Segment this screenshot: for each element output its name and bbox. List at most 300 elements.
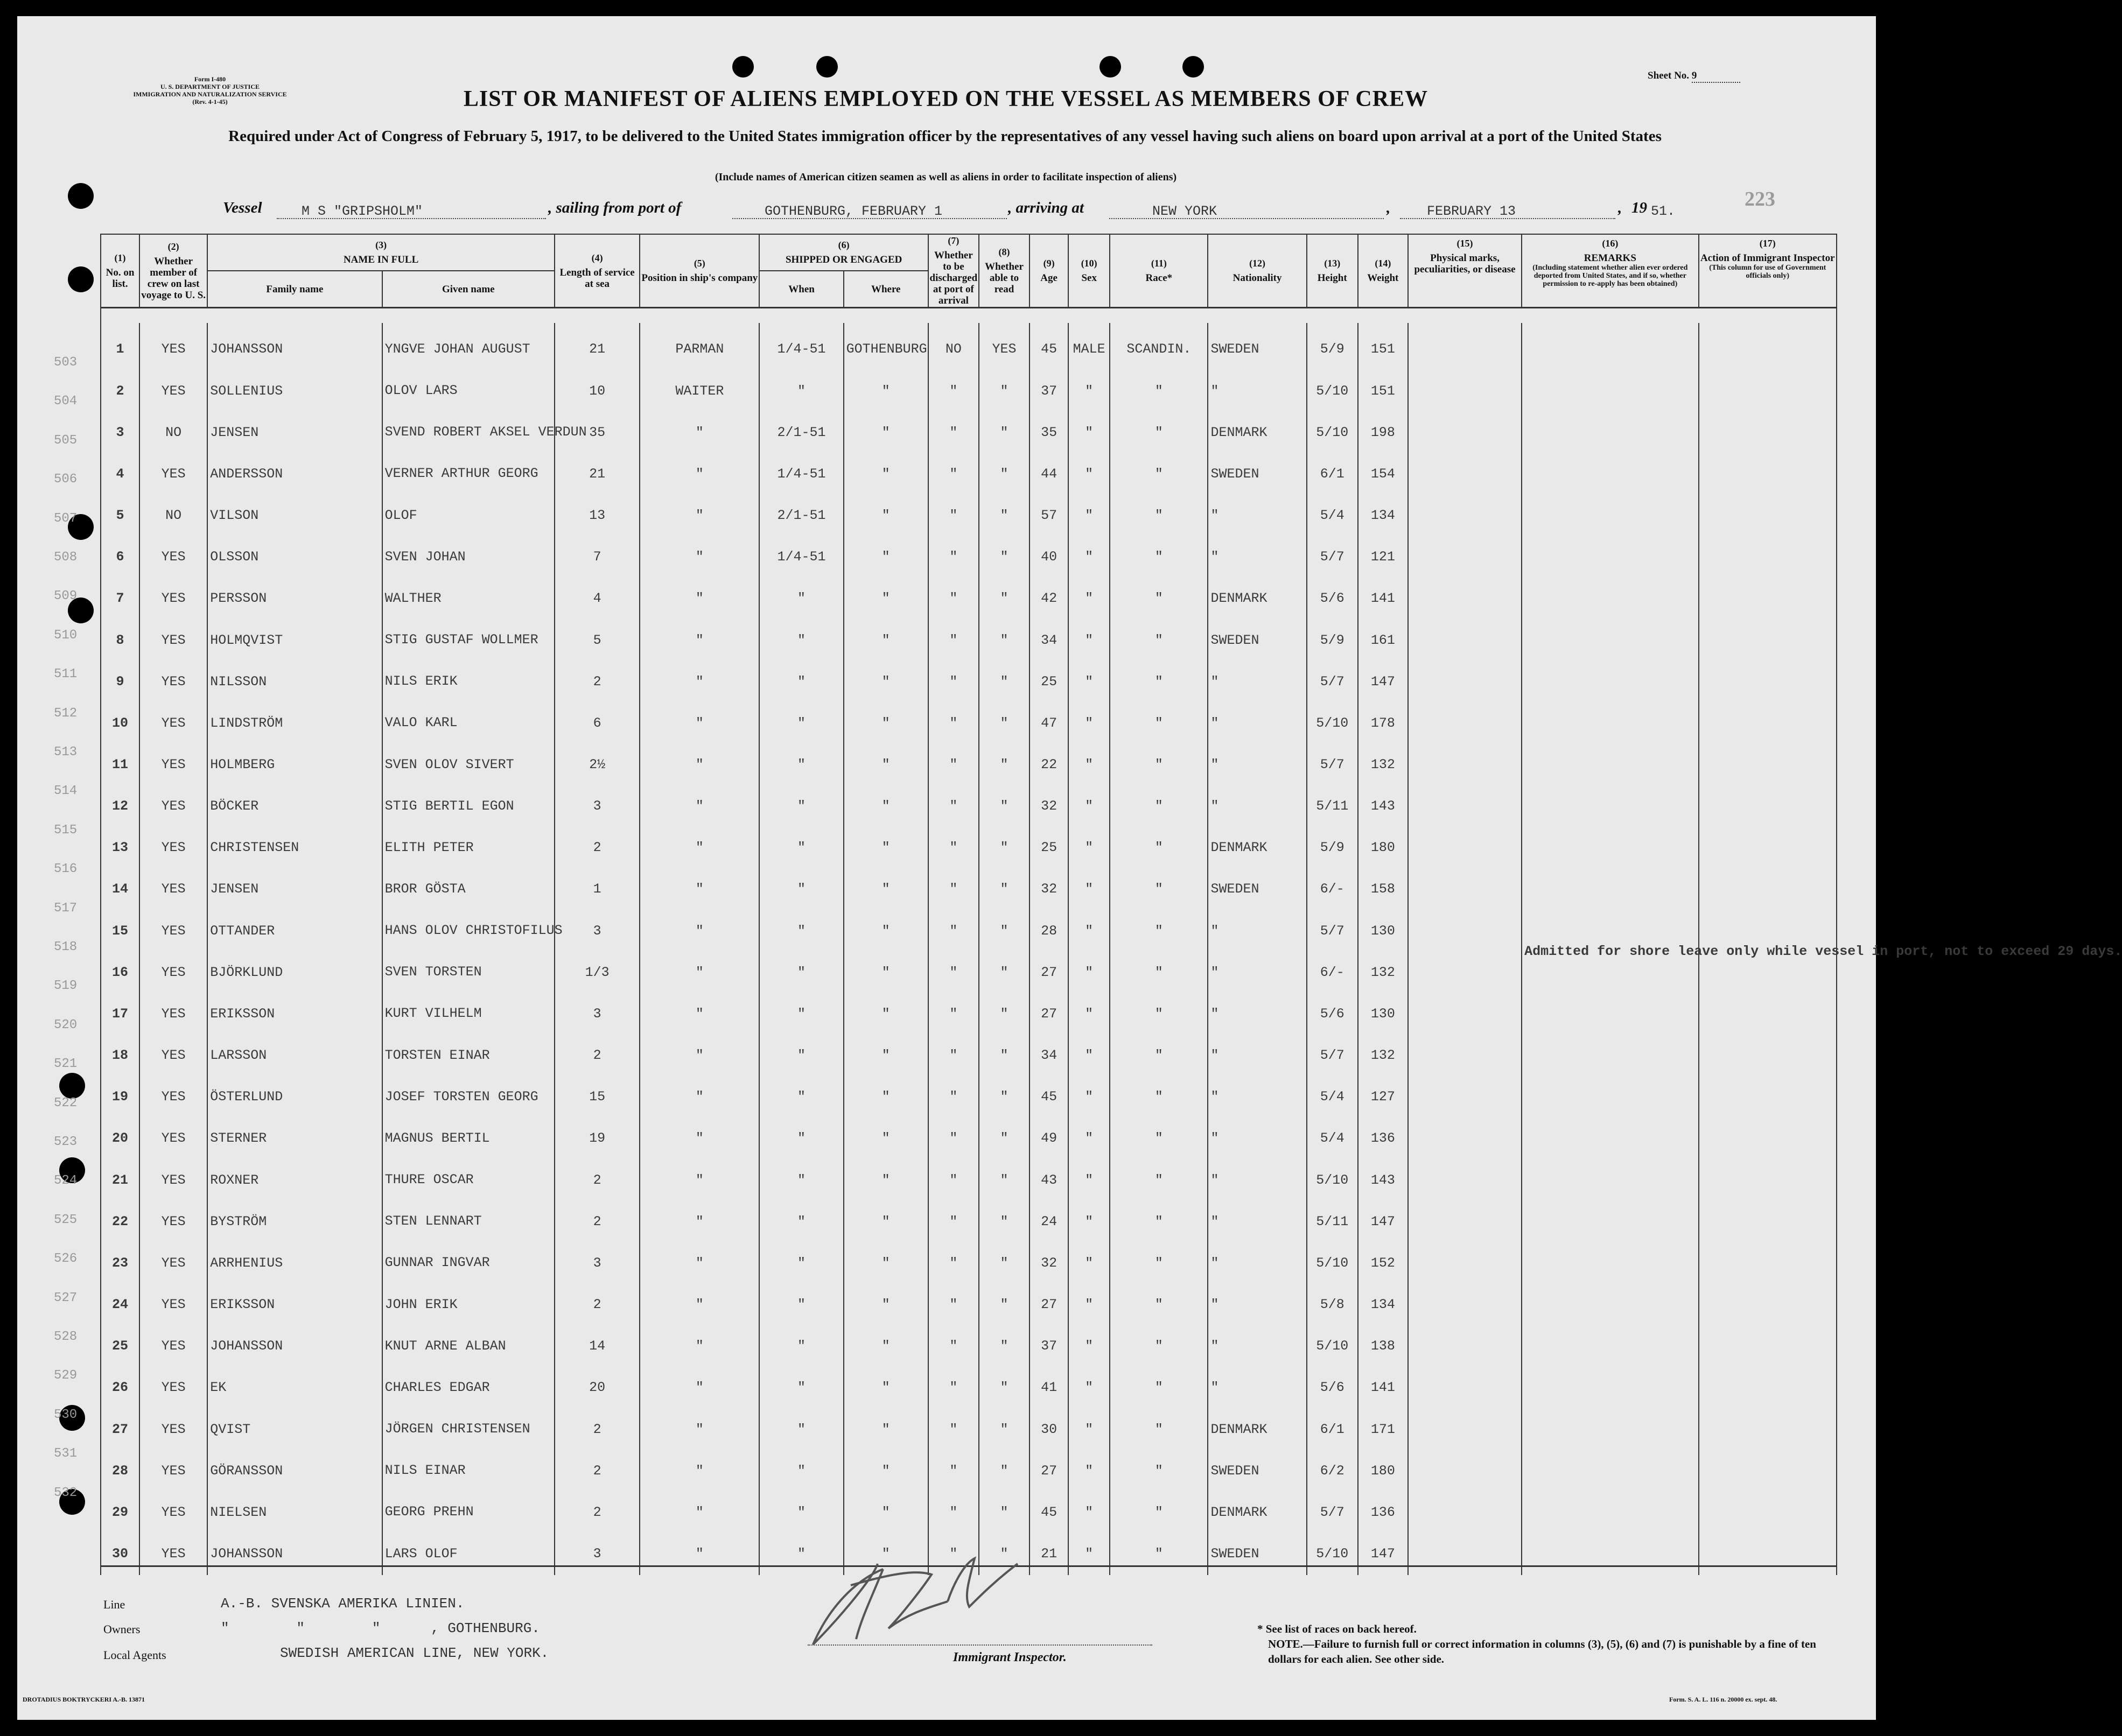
height-cell: 6/- (1307, 952, 1358, 993)
able-to-read-cell: " (979, 1201, 1030, 1242)
sex-cell: " (1068, 1201, 1110, 1242)
physical-marks-cell (1408, 827, 1522, 868)
previous-voyage-cell: YES (139, 1492, 207, 1533)
department: U. S. DEPARTMENT OF JUSTICE (160, 83, 260, 90)
position-cell: " (640, 1325, 759, 1367)
row-number-cell: 14 (101, 868, 139, 910)
able-to-read-cell: " (979, 1492, 1030, 1533)
able-to-read-cell: " (979, 1242, 1030, 1284)
previous-voyage-cell: YES (139, 702, 207, 744)
col-nationality-header: (12) Nationality (1208, 234, 1306, 308)
inspector-label: Immigrant Inspector. (953, 1650, 1067, 1664)
family-name-cell: QVIST (207, 1408, 382, 1450)
punch-hole (68, 183, 94, 209)
sex-cell: " (1068, 744, 1110, 785)
race-cell: " (1110, 453, 1208, 495)
previous-voyage-cell: YES (139, 1076, 207, 1117)
nationality-cell: " (1208, 1367, 1306, 1408)
able-to-read-cell: " (979, 1408, 1030, 1450)
shipped-when-cell: " (759, 370, 843, 412)
age-cell: 44 (1030, 453, 1068, 495)
to-be-discharged-cell: " (928, 1533, 979, 1575)
col-where-header: Where (844, 271, 928, 307)
nationality-cell: " (1208, 702, 1306, 744)
owners-value: " " " , GOTHENBURG. (221, 1620, 540, 1636)
given-name-cell: SVEN TORSTEN (382, 952, 555, 993)
able-to-read-cell: " (979, 910, 1030, 952)
sex-cell: " (1068, 412, 1110, 453)
weight-cell: 132 (1358, 744, 1408, 785)
shipped-when-cell: " (759, 1367, 843, 1408)
given-name-cell: BROR GÖSTA (382, 868, 555, 910)
length-of-service-cell: 2 (555, 1492, 640, 1533)
manifest-line-number: 517 (54, 901, 78, 916)
race-cell: " (1110, 412, 1208, 453)
able-to-read-cell: " (979, 619, 1030, 660)
row-number-cell: 10 (101, 702, 139, 744)
given-name-cell: JÖRGEN CHRISTENSEN (382, 1408, 555, 1450)
owners-label: Owners (103, 1622, 141, 1636)
family-name-cell: JENSEN (207, 868, 382, 910)
able-to-read-cell: " (979, 578, 1030, 619)
manifest-line-number: 515 (54, 823, 78, 838)
weight-cell: 130 (1358, 910, 1408, 952)
sex-cell: " (1068, 868, 1110, 910)
nationality-cell: DENMARK (1208, 412, 1306, 453)
form-number: Form I-480 (194, 75, 226, 83)
height-cell: 5/6 (1307, 993, 1358, 1035)
to-be-discharged-cell: " (928, 1242, 979, 1284)
manifest-line-number: 505 (54, 433, 78, 448)
weight-cell: 152 (1358, 1242, 1408, 1284)
weight-cell: 134 (1358, 495, 1408, 536)
length-of-service-cell: 4 (555, 578, 640, 619)
given-name-cell: GEORG PREHN (382, 1492, 555, 1533)
sex-cell: " (1068, 1367, 1110, 1408)
able-to-read-cell: " (979, 495, 1030, 536)
subtitle: Required under Act of Congress of February 5, 1917, to be delivered to the United States immigration officer by the representatives of any vessel having such aliens on board upon arrival at a port of the United States (228, 128, 1662, 145)
manifest-line-number: 529 (54, 1368, 78, 1383)
row-number-cell: 28 (101, 1450, 139, 1492)
arrival-date: FEBRUARY 13 (1427, 203, 1516, 219)
family-name-cell: GÖRANSSON (207, 1450, 382, 1492)
shipped-where-cell: " (844, 827, 928, 868)
height-cell: 5/11 (1307, 1201, 1358, 1242)
able-to-read-cell: " (979, 1367, 1030, 1408)
position-cell: " (640, 827, 759, 868)
inspector-signature (792, 1542, 1050, 1661)
service: IMMIGRATION AND NATURALIZATION SERVICE (133, 90, 287, 98)
nationality-cell: " (1208, 536, 1306, 578)
length-of-service-cell: 35 (555, 412, 640, 453)
sex-cell: " (1068, 993, 1110, 1035)
page-title: LIST OR MANIFEST OF ALIENS EMPLOYED ON THE VESSEL AS MEMBERS OF CREW (463, 87, 1428, 111)
race-cell: " (1110, 370, 1208, 412)
manifest-line-number: 516 (54, 862, 78, 877)
age-cell: 37 (1030, 1325, 1068, 1367)
to-be-discharged-cell: " (928, 1284, 979, 1325)
sex-cell: " (1068, 1076, 1110, 1117)
shipped-where-cell: " (844, 619, 928, 660)
to-be-discharged-cell: " (928, 702, 979, 744)
weight-cell: 143 (1358, 1159, 1408, 1201)
position-cell: PARMAN (640, 323, 759, 370)
shipped-where-cell: " (844, 952, 928, 993)
shipped-where-cell: " (844, 1408, 928, 1450)
weight-cell: 180 (1358, 1450, 1408, 1492)
physical-marks-cell (1408, 1492, 1522, 1533)
physical-marks-cell (1408, 1201, 1522, 1242)
col-action-header: (17) Action of Immigrant Inspector (This column for use of Government officials only) (1699, 234, 1837, 308)
length-of-service-cell: 19 (555, 1117, 640, 1159)
shipped-when-cell: " (759, 1450, 843, 1492)
length-of-service-cell: 20 (555, 1367, 640, 1408)
col-physical-header: (15) Physical marks, peculiarities, or disease (1408, 234, 1522, 308)
manifest-line-number: 531 (54, 1446, 78, 1461)
length-of-service-cell: 5 (555, 619, 640, 660)
physical-marks-cell (1408, 744, 1522, 785)
previous-voyage-cell: YES (139, 1367, 207, 1408)
punch-hole (816, 56, 838, 78)
arriving-blank (1109, 217, 1384, 219)
shipped-when-cell: " (759, 952, 843, 993)
col-age-header: (9) Age (1030, 234, 1068, 308)
position-cell: " (640, 910, 759, 952)
race-cell: " (1110, 1450, 1208, 1492)
family-name-cell: CHRISTENSEN (207, 827, 382, 868)
race-cell: " (1110, 1325, 1208, 1367)
age-cell: 22 (1030, 744, 1068, 785)
height-cell: 6/1 (1307, 1408, 1358, 1450)
row-number-cell: 20 (101, 1117, 139, 1159)
row-number-cell: 11 (101, 744, 139, 785)
family-name-cell: ERIKSSON (207, 993, 382, 1035)
age-cell: 27 (1030, 952, 1068, 993)
position-cell: " (640, 1242, 759, 1284)
race-cell: " (1110, 993, 1208, 1035)
table-row (101, 323, 1837, 370)
able-to-read-cell: " (979, 536, 1030, 578)
able-to-read-cell: " (979, 1533, 1030, 1575)
position-cell: " (640, 744, 759, 785)
weight-cell: 134 (1358, 1284, 1408, 1325)
sailing-from: GOTHENBURG, FEBRUARY 1 (765, 203, 943, 219)
length-of-service-cell: 1/3 (555, 952, 640, 993)
previous-voyage-cell: YES (139, 323, 207, 370)
given-name-cell: ELITH PETER (382, 827, 555, 868)
race-cell: " (1110, 619, 1208, 660)
length-of-service-cell: 2 (555, 1408, 640, 1450)
height-cell: 5/10 (1307, 1242, 1358, 1284)
physical-marks-cell (1408, 1533, 1522, 1575)
able-to-read-cell: " (979, 827, 1030, 868)
nationality-cell: " (1208, 1325, 1306, 1367)
height-cell: 5/7 (1307, 910, 1358, 952)
nationality-cell: SWEDEN (1208, 868, 1306, 910)
weight-cell: 178 (1358, 702, 1408, 744)
length-of-service-cell: 1 (555, 868, 640, 910)
row-number-cell: 27 (101, 1408, 139, 1450)
length-of-service-cell: 10 (555, 370, 640, 412)
vessel-name: M S "GRIPSHOLM" (302, 203, 423, 219)
shipped-when-cell: 1/4-51 (759, 453, 843, 495)
form-print-mark: Form. S. A. L. 116 n. 20000 ex. sept. 48. (1669, 1696, 1777, 1703)
given-name-cell: SVEN OLOV SIVERT (382, 744, 555, 785)
family-name-cell: ERIKSSON (207, 1284, 382, 1325)
height-cell: 5/9 (1307, 827, 1358, 868)
shipped-when-cell: " (759, 1035, 843, 1076)
height-cell: 5/7 (1307, 1035, 1358, 1076)
previous-voyage-cell: YES (139, 1117, 207, 1159)
length-of-service-cell: 3 (555, 1242, 640, 1284)
shipped-where-cell: " (844, 1367, 928, 1408)
race-cell: " (1110, 744, 1208, 785)
nationality-cell: SWEDEN (1208, 453, 1306, 495)
sex-cell: " (1068, 453, 1110, 495)
age-cell: 45 (1030, 323, 1068, 370)
family-name-cell: LINDSTRÖM (207, 702, 382, 744)
length-of-service-cell: 21 (555, 453, 640, 495)
sex-cell: " (1068, 1408, 1110, 1450)
family-name-cell: OLSSON (207, 536, 382, 578)
race-cell: " (1110, 495, 1208, 536)
row-number-cell: 8 (101, 619, 139, 660)
physical-marks-cell (1408, 1450, 1522, 1492)
shipped-where-cell: " (844, 1325, 928, 1367)
family-name-cell: ARRHENIUS (207, 1242, 382, 1284)
given-name-cell: STIG GUSTAF WOLLMER (382, 619, 555, 660)
position-cell: " (640, 495, 759, 536)
arriving-label: , arriving at (1008, 199, 1084, 216)
length-of-service-cell: 2 (555, 1284, 640, 1325)
col-remarks-header: (16) REMARKS (Including statement whether alien ever ordered deported from United States, and if so, whether permission to re-apply has been obtained) (1522, 234, 1698, 308)
race-cell: " (1110, 1242, 1208, 1284)
height-cell: 6/2 (1307, 1450, 1358, 1492)
position-cell: " (640, 1492, 759, 1533)
previous-voyage-cell: YES (139, 536, 207, 578)
to-be-discharged-cell: " (928, 1201, 979, 1242)
length-of-service-cell: 3 (555, 993, 640, 1035)
previous-voyage-cell: YES (139, 993, 207, 1035)
agents-label: Local Agents (103, 1648, 166, 1662)
able-to-read-cell: " (979, 1117, 1030, 1159)
shipped-when-cell: " (759, 827, 843, 868)
age-cell: 27 (1030, 1450, 1068, 1492)
given-name-cell: LARS OLOF (382, 1533, 555, 1575)
previous-voyage-cell: YES (139, 868, 207, 910)
to-be-discharged-cell: " (928, 1450, 979, 1492)
position-cell: " (640, 993, 759, 1035)
physical-marks-cell (1408, 323, 1522, 370)
race-cell: " (1110, 1533, 1208, 1575)
nationality-cell: " (1208, 1076, 1306, 1117)
race-cell: " (1110, 868, 1208, 910)
col-weight-header: (14) Weight (1358, 234, 1408, 308)
shipped-where-cell: " (844, 744, 928, 785)
given-name-cell: TORSTEN EINAR (382, 1035, 555, 1076)
sex-cell: " (1068, 1492, 1110, 1533)
punch-hole (59, 1073, 85, 1099)
height-cell: 5/4 (1307, 1117, 1358, 1159)
able-to-read-cell: YES (979, 323, 1030, 370)
shipped-where-cell: " (844, 993, 928, 1035)
age-cell: 32 (1030, 785, 1068, 827)
given-name-cell: VALO KARL (382, 702, 555, 744)
row-number-cell: 22 (101, 1201, 139, 1242)
family-name-cell: ANDERSSON (207, 453, 382, 495)
height-cell: 5/10 (1307, 1533, 1358, 1575)
previous-voyage-cell: YES (139, 661, 207, 702)
height-cell: 5/7 (1307, 1492, 1358, 1533)
year-suffix: 51. (1651, 203, 1676, 219)
manifest-line-number: 513 (54, 745, 78, 760)
to-be-discharged-cell: " (928, 1159, 979, 1201)
shipped-when-cell: " (759, 785, 843, 827)
shipped-when-cell: " (759, 1201, 843, 1242)
length-of-service-cell: 2 (555, 1035, 640, 1076)
shipped-when-cell: " (759, 993, 843, 1035)
nationality-cell: SWEDEN (1208, 1450, 1306, 1492)
shipped-when-cell: " (759, 578, 843, 619)
shipped-where-cell: " (844, 495, 928, 536)
given-name-cell: SVEND ROBERT AKSEL VERDUN (382, 412, 555, 453)
to-be-discharged-cell: " (928, 827, 979, 868)
nationality-cell: " (1208, 1284, 1306, 1325)
shipped-when-cell: 1/4-51 (759, 323, 843, 370)
position-cell: " (640, 1159, 759, 1201)
length-of-service-cell: 13 (555, 495, 640, 536)
age-cell: 47 (1030, 702, 1068, 744)
col-shipped-header: (6) SHIPPED OR ENGAGED (759, 234, 928, 271)
given-name-cell: NILS ERIK (382, 661, 555, 702)
nationality-cell: DENMARK (1208, 827, 1306, 868)
col-service-header: (4) Length of service at sea (555, 234, 640, 308)
col-family-name-header: Family name (207, 271, 382, 307)
physical-marks-cell (1408, 993, 1522, 1035)
shipped-where-cell: " (844, 1159, 928, 1201)
sheet-number-value: 9 (1692, 70, 1740, 83)
shipped-where-cell: " (844, 1492, 928, 1533)
arriving-at: NEW YORK (1152, 203, 1217, 219)
age-cell: 25 (1030, 827, 1068, 868)
height-cell: 5/6 (1307, 1367, 1358, 1408)
sex-cell: " (1068, 619, 1110, 660)
age-cell: 32 (1030, 868, 1068, 910)
punch-hole (732, 56, 754, 78)
shipped-where-cell: " (844, 1284, 928, 1325)
height-cell: 5/9 (1307, 619, 1358, 660)
height-cell: 5/10 (1307, 702, 1358, 744)
physical-marks-cell (1408, 1408, 1522, 1450)
row-number-cell: 2 (101, 370, 139, 412)
position-cell: " (640, 453, 759, 495)
previous-voyage-cell: YES (139, 578, 207, 619)
age-cell: 25 (1030, 661, 1068, 702)
to-be-discharged-cell: " (928, 536, 979, 578)
to-be-discharged-cell: " (928, 453, 979, 495)
previous-voyage-cell: YES (139, 1201, 207, 1242)
family-name-cell: HOLMQVIST (207, 619, 382, 660)
position-cell: WAITER (640, 370, 759, 412)
race-cell: " (1110, 785, 1208, 827)
nationality-cell: DENMARK (1208, 578, 1306, 619)
manifest-line-number: 530 (54, 1407, 78, 1422)
col-discharged-header: (7) Whether to be discharged at port of arrival (928, 234, 979, 308)
col-sex-header: (10) Sex (1068, 234, 1110, 308)
shipped-where-cell: " (844, 536, 928, 578)
age-cell: 24 (1030, 1201, 1068, 1242)
sex-cell: " (1068, 495, 1110, 536)
family-name-cell: JOHANSSON (207, 1533, 382, 1575)
height-cell: 5/4 (1307, 495, 1358, 536)
col-given-name-header: Given name (382, 271, 555, 307)
race-cell: " (1110, 952, 1208, 993)
manifest-line-number: 519 (54, 979, 78, 994)
able-to-read-cell: " (979, 1035, 1030, 1076)
year-prefix: 19 (1631, 199, 1647, 216)
row-number-cell: 15 (101, 910, 139, 952)
shipped-when-cell: " (759, 1242, 843, 1284)
family-name-cell: LARSSON (207, 1035, 382, 1076)
length-of-service-cell: 2 (555, 1201, 640, 1242)
race-cell: " (1110, 1201, 1208, 1242)
sex-cell: " (1068, 910, 1110, 952)
previous-voyage-cell: YES (139, 744, 207, 785)
manifest-line-number: 508 (54, 550, 78, 565)
age-cell: 41 (1030, 1367, 1068, 1408)
to-be-discharged-cell: " (928, 1117, 979, 1159)
race-cell: " (1110, 578, 1208, 619)
sex-cell: " (1068, 702, 1110, 744)
previous-voyage-cell: NO (139, 412, 207, 453)
manifest-line-number: 504 (54, 394, 78, 409)
row-number-cell: 12 (101, 785, 139, 827)
sex-cell: " (1068, 1035, 1110, 1076)
physical-marks-cell (1408, 619, 1522, 660)
manifest-line-number: 503 (54, 355, 78, 370)
punch-hole (1182, 56, 1204, 78)
manifest-line-number: 506 (54, 472, 78, 487)
able-to-read-cell: " (979, 1450, 1030, 1492)
shipped-when-cell: " (759, 1408, 843, 1450)
given-name-cell: STIG BERTIL EGON (382, 785, 555, 827)
height-cell: 5/7 (1307, 661, 1358, 702)
family-name-cell: ROXNER (207, 1159, 382, 1201)
able-to-read-cell: " (979, 702, 1030, 744)
sex-cell: " (1068, 661, 1110, 702)
row-number-cell: 21 (101, 1159, 139, 1201)
age-cell: 45 (1030, 1076, 1068, 1117)
physical-marks-cell (1408, 1284, 1522, 1325)
physical-marks-cell (1408, 785, 1522, 827)
inspector-signature-line (808, 1644, 1152, 1646)
age-cell: 40 (1030, 536, 1068, 578)
length-of-service-cell: 2 (555, 1450, 640, 1492)
shipped-when-cell: " (759, 619, 843, 660)
shipped-when-cell: " (759, 702, 843, 744)
to-be-discharged-cell: " (928, 868, 979, 910)
height-cell: 6/- (1307, 868, 1358, 910)
col-when-header: When (759, 271, 843, 307)
shipped-when-cell: " (759, 744, 843, 785)
given-name-cell: JOSEF TORSTEN GEORG (382, 1076, 555, 1117)
manifest-line-number: 527 (54, 1290, 78, 1305)
height-cell: 5/7 (1307, 536, 1358, 578)
given-name-cell: KURT VILHELM (382, 993, 555, 1035)
able-to-read-cell: " (979, 785, 1030, 827)
shipped-where-cell: " (844, 578, 928, 619)
row-number-cell: 1 (101, 323, 139, 370)
